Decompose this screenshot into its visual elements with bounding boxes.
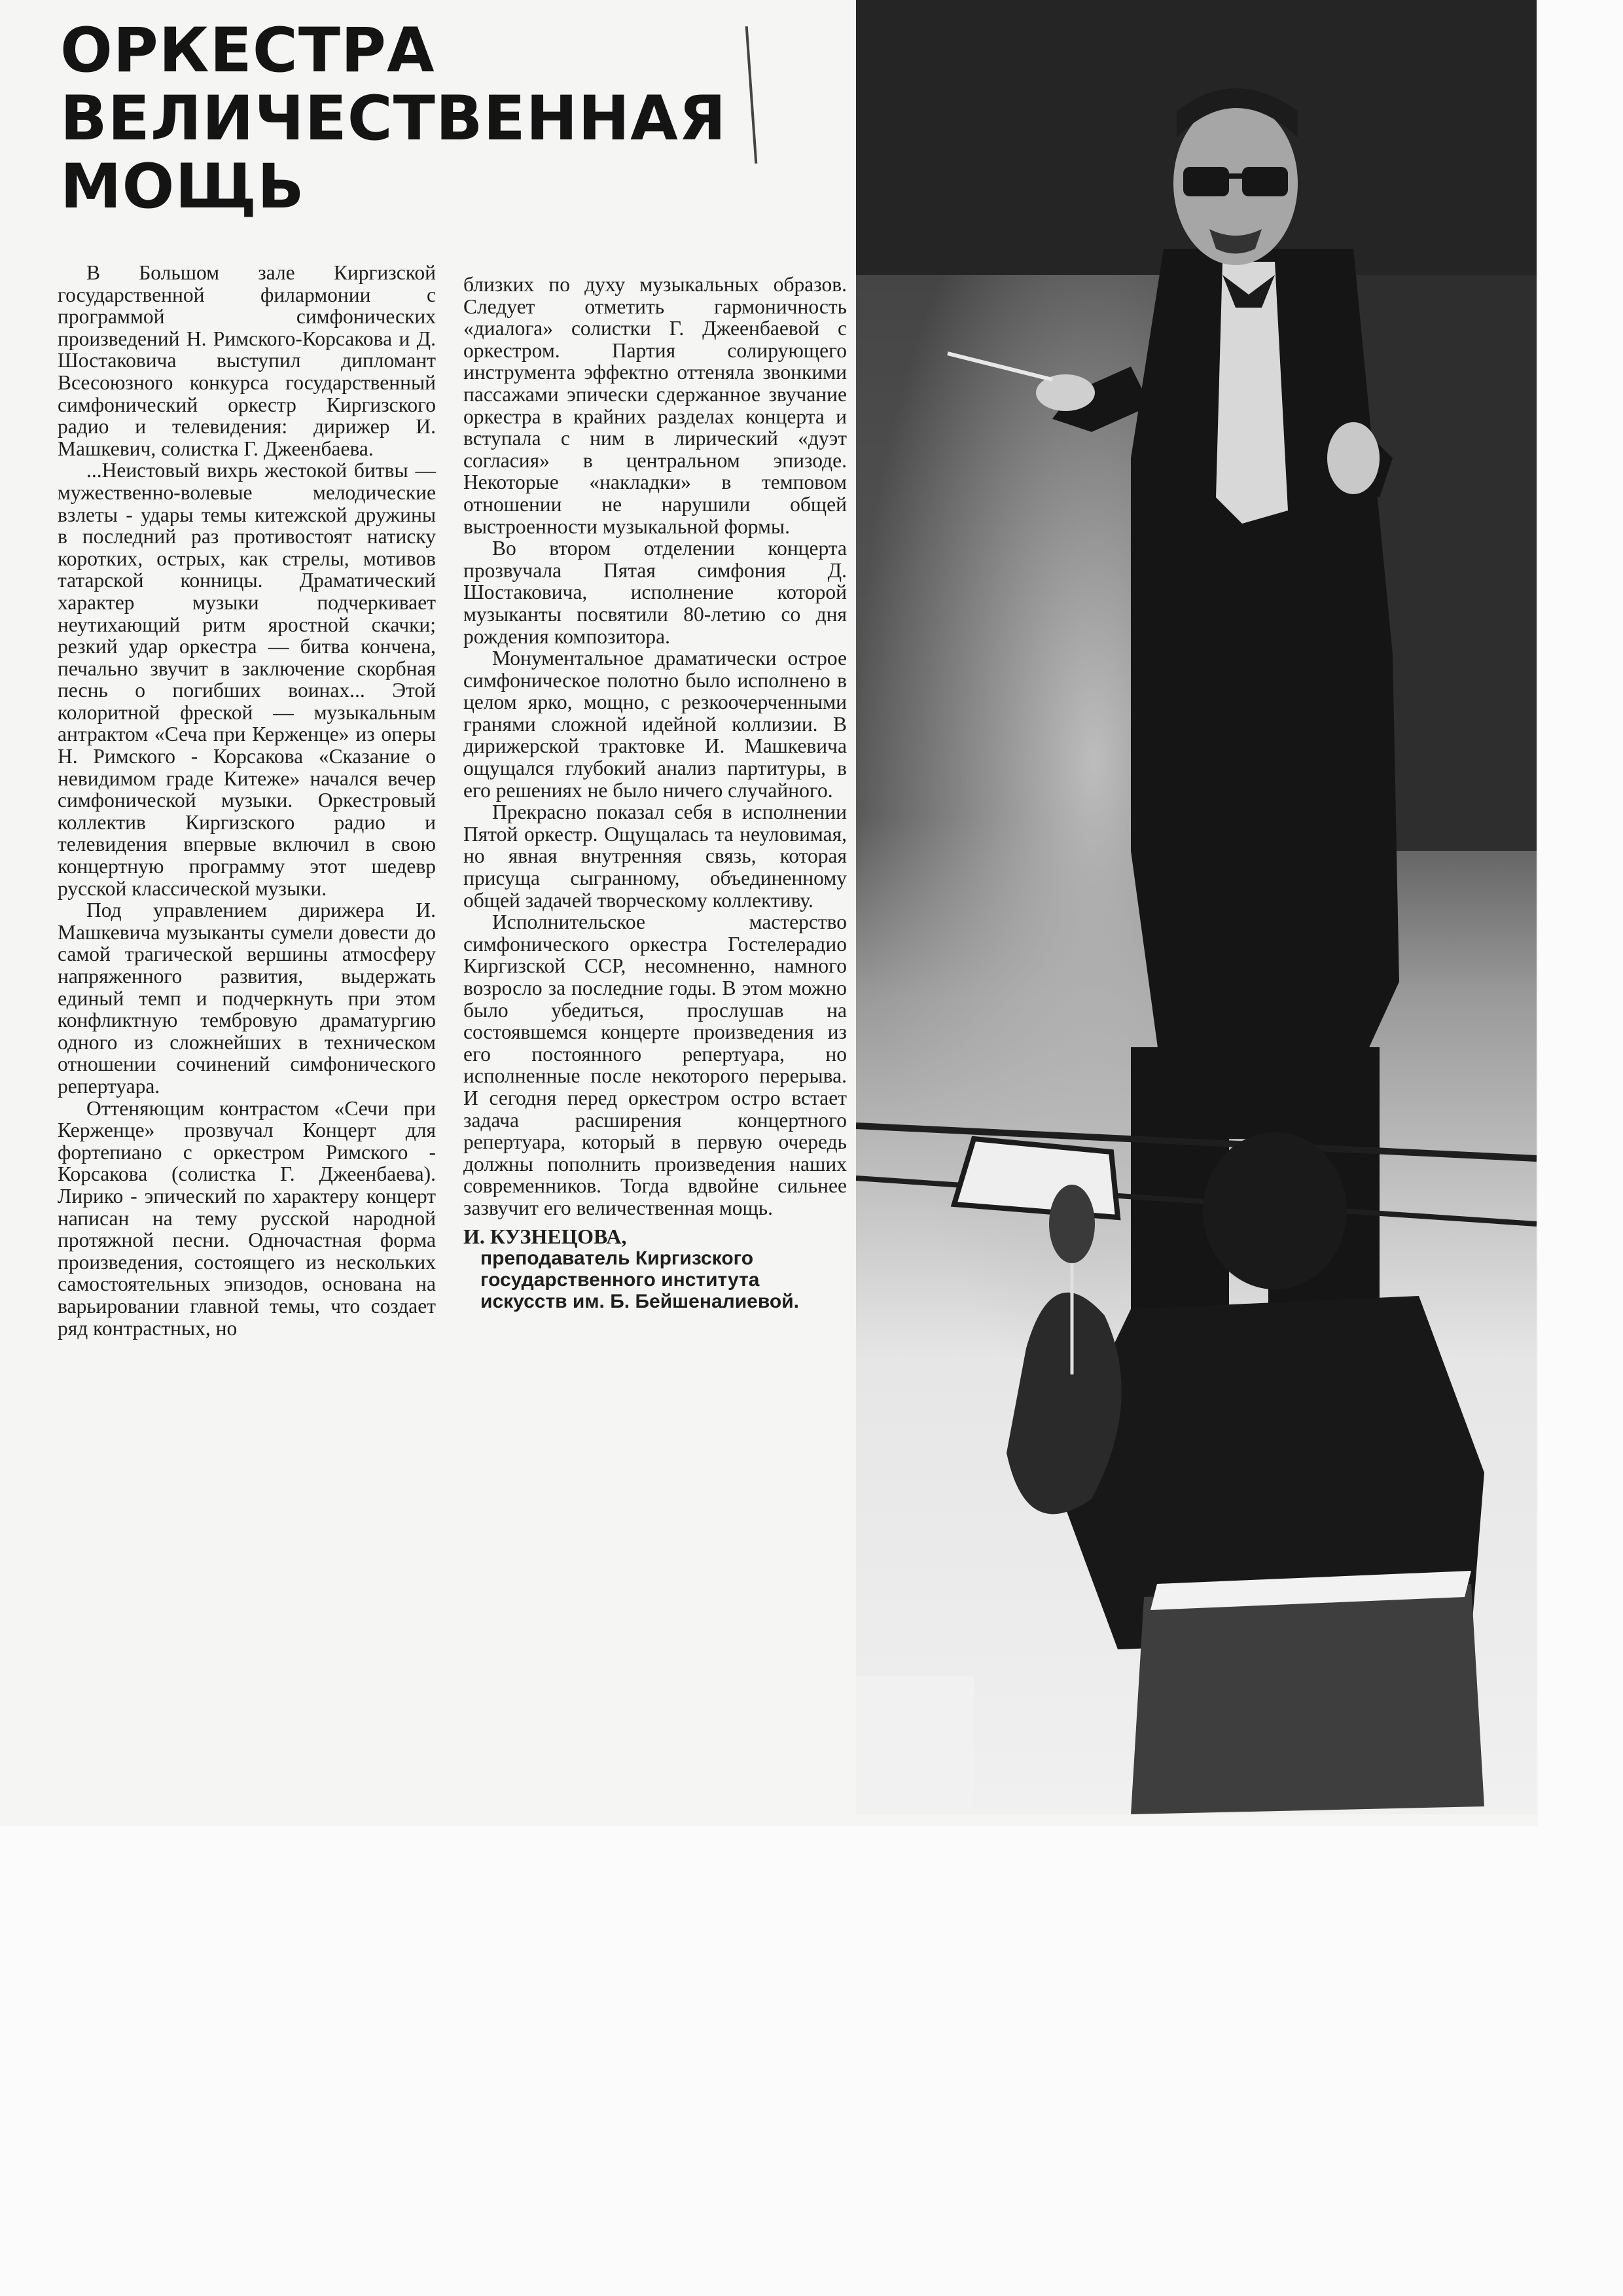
paragraph: В Большом зале Киргизской государственной филармонии с программой симфонических произведений Н. Римского-Корсакова и Д. Шостаковича выступил дипломант Всесоюзного конкурса государственный симфонический оркестр Киргизского радио и телевидения: дирижер И. Машкевич, солистка Г. Джеенбаева.: [58, 261, 436, 460]
paragraph: близких по духу музыкальных образов. Следует отметить гармоничность «диалога» солистки Г. Джеенбаевой с оркестром. Партия солирующего инструмента эффектно оттеняла звонкими пассажами эпически сдержанное звучание оркестра в крайних разделах концерта и вступала с ним в лирический «дуэт согласия» в центральном эпизоде. Некоторые «накладки» в темповом отношении не нарушили общей выстроенности музыкальной формы.: [463, 273, 847, 538]
author-name: И. КУЗНЕЦОВА,: [463, 1224, 627, 1248]
paragraph: Монументальное драматически острое симфоническое полотно было исполнено в целом ярко, мощно, с резкоочерченными гранями сложной идейной коллизии. В дирижерской трактовке И. Машкевича ощущался глубокий анализ партитуры, в его решениях не было ничего случайного.: [463, 647, 847, 802]
paragraph: Под управлением дирижера И. Машкевича музыканты сумели довести до самой трагической вершины атмосферу напряженного развития, выдержать единый темп и подчеркнуть при этом конфликтную тембровую драматургию одного из сложнейших в техническом отношении сочинений симфонического репертуара.: [58, 899, 436, 1098]
conductor-photo: [856, 0, 1537, 1814]
headline-line-2: ВЕЛИЧЕСТВЕННАЯ: [60, 83, 727, 154]
article-headline: [60, 17, 832, 221]
paragraph: Прекрасно показал себя в исполнении Пятой оркестр. Ощущалась та неуловимая, но явная внутренняя связь, которая присуща сыгранному, объединенному общей задачей творческому коллективу.: [463, 800, 847, 912]
author-signature: [463, 1226, 847, 1313]
paragraph: Оттеняющим контрастом «Сечи при Керженце» прозвучал Концерт для фортепиано с оркестром Римского - Корсакова (солистка Г. Джеенбаева). Лирико - эпический по характеру концерт написан на тему русской народной протяжной песни. Одночастная форма произведения, состоящего из нескольких самостоятельных эпизодов, основана на варьировании главной темы, что создает ряд контрастных, но: [58, 1096, 436, 1340]
conductor-photo-image: [856, 0, 1537, 1814]
paragraph: Во втором отделении концерта прозвучала Пятая симфония Д. Шостаковича, исполнение которой музыканты посвятили 80-летию со дня рождения композитора.: [463, 537, 847, 648]
article-column-1: [58, 262, 436, 1339]
paragraph: ...Неистовый вихрь жестокой битвы — мужественно-волевые мелодические взлеты - удары темы китежской дружины в последний раз противостоят натиску коротких, острых, как стрелы, мотивов татарской конницы. Драматический характер музыки подчеркивает неутихающий ритм яростной скачки; резкий удар оркестра — битва кончена, печально звучит в заключение скорбная песнь о погибших воинах... Этой колоритной фреской — музыкальным антрактом «Сеча при Керженце» из оперы Н. Римского - Корсакова «Сказание о невидимом граде Китеже» начался вечер симфонической музыки. Оркестровый коллектив Киргизского радио и телевидения впервые включил в свою концертную программу этот шедевр русской классической музыки.: [58, 459, 436, 900]
headline-line-1: ОРКЕСТРА: [60, 15, 435, 86]
headline-line-3: МОЩЬ: [60, 151, 305, 223]
paragraph: Исполнительское мастерство симфонического оркестра Гостелерадио Киргизской ССР, несомненно, намного возросло за последние годы. В этом можно было убедиться, прослушав на состоявшемся концерте произведения из его постоянного репертуара, но исполненные после некоторого перерыва. И сегодня перед оркестром остро встает задача расширения концертного репертуара, который в первую очередь должны пополнить произведения наших современников. Тогда вдвойне сильнее зазвучит его величественная мощь.: [463, 910, 847, 1219]
article-column-2: [463, 274, 847, 1312]
author-role: преподаватель Киргизского государственного института искусств им. Б. Бейшеналиевой.: [480, 1247, 799, 1313]
